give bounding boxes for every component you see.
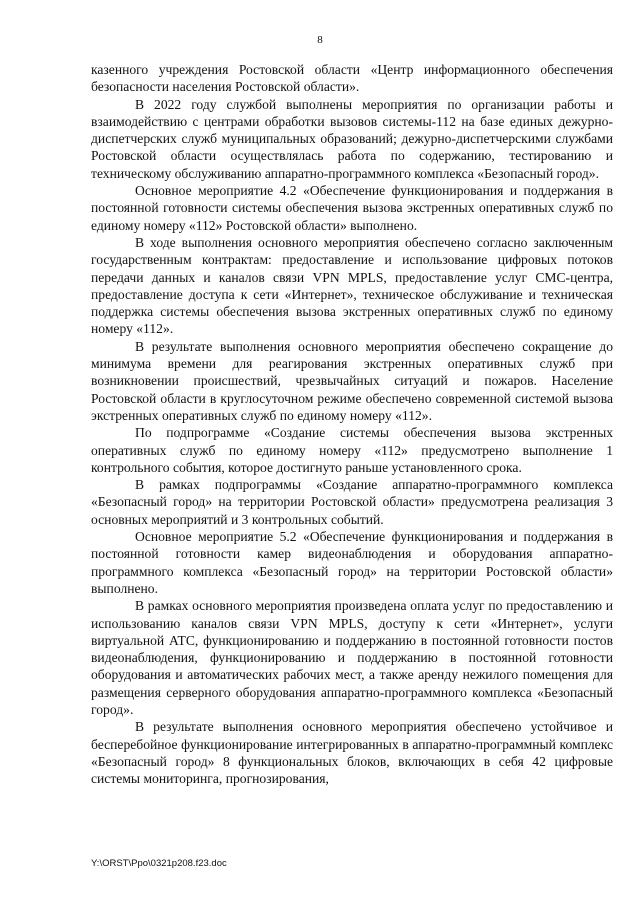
paragraph: В 2022 году службой выполнены мероприятия по организации работы и взаимодействию с центрами обработки вызовов системы-112 на базе единых дежурно-диспетчерских служб муниципальных образований; дежурно-диспетчерскими службами Ростовской области осуществлялась работа по содержанию, тестированию и техническому обслуживанию аппаратно-программного комплекса «Безопасный город». bbox=[91, 96, 613, 181]
footer-file-path: Y:\ORST\Ppo\0321p208.f23.doc bbox=[91, 858, 227, 869]
paragraph: Основное мероприятие 4.2 «Обеспечение функционирования и поддержания в постоянной готовности системы обеспечения вызова экстренных оперативных служб по единому номеру «112» Ростовской области» выполнено. bbox=[91, 183, 613, 233]
paragraph: В результате выполнения основного мероприятия обеспечено устойчивое и бесперебойное функционирование интегрированных в аппаратно-программный комплекс «Безопасный город» 8 функциональных блоков, включающих в себя 42 цифровые системы мониторинга, прогнозирования, bbox=[91, 719, 613, 787]
paragraph: В рамках подпрограммы «Создание аппаратно-программного комплекса «Безопасный город» на территории Ростовской области» предусмотрена реализация 3 основных мероприятий и 3 контрольных событий. bbox=[91, 477, 613, 527]
paragraph: В ходе выполнения основного мероприятия обеспечено согласно заключенным государственным контрактам: предоставление и использование цифровых потоков передачи данных и каналов связи VPN MPLS, предоставление услуг СМС-центра, предоставление доступа к сети «Интернет», техническое обслуживание и техническая поддержка системы обеспечения вызова экстренных оперативных служб по единому номеру «112». bbox=[91, 234, 613, 337]
paragraph: В результате выполнения основного мероприятия обеспечено сокращение до минимума времени для реагирования экстренных оперативных служб при возникновении происшествий, чрезвычайных ситуаций и пожаров. Население Ростовской области в круглосуточном режиме обеспечено современной системой вызова экстренных оперативных служб по единому номеру «112». bbox=[91, 338, 613, 423]
paragraph: По подпрограмме «Создание системы обеспечения вызова экстренных оперативных служб по единому номеру «112» предусмотрено выполнение 1 контрольного события, которое достигнуто раньше установленного срока. bbox=[91, 425, 613, 475]
paragraph: В рамках основного мероприятия произведена оплата услуг по предоставлению и использованию каналов связи VPN MPLS, доступу к сети «Интернет», услуги виртуальной АТС, функционированию и поддержанию в постоянной готовности постов видеонаблюдения, функционированию и поддержанию в постоянной готовности оборудования и автоматических рабочих мест, а также аренду нежилого помещения для размещения серверного оборудования аппаратно-программного комплекса «Безопасный город». bbox=[91, 598, 613, 717]
paragraph: казенного учреждения Ростовской области «Центр информационного обеспечения безопасности населения Ростовской области». bbox=[91, 62, 613, 95]
paragraph: Основное мероприятие 5.2 «Обеспечение функционирования и поддержания в постоянной готовности камер видеонаблюдения и оборудования аппаратно-программного комплекса «Безопасный город» на территории Ростовской области» выполнено. bbox=[91, 529, 613, 596]
document-body bbox=[91, 61, 613, 787]
page-number: 8 bbox=[317, 34, 323, 46]
